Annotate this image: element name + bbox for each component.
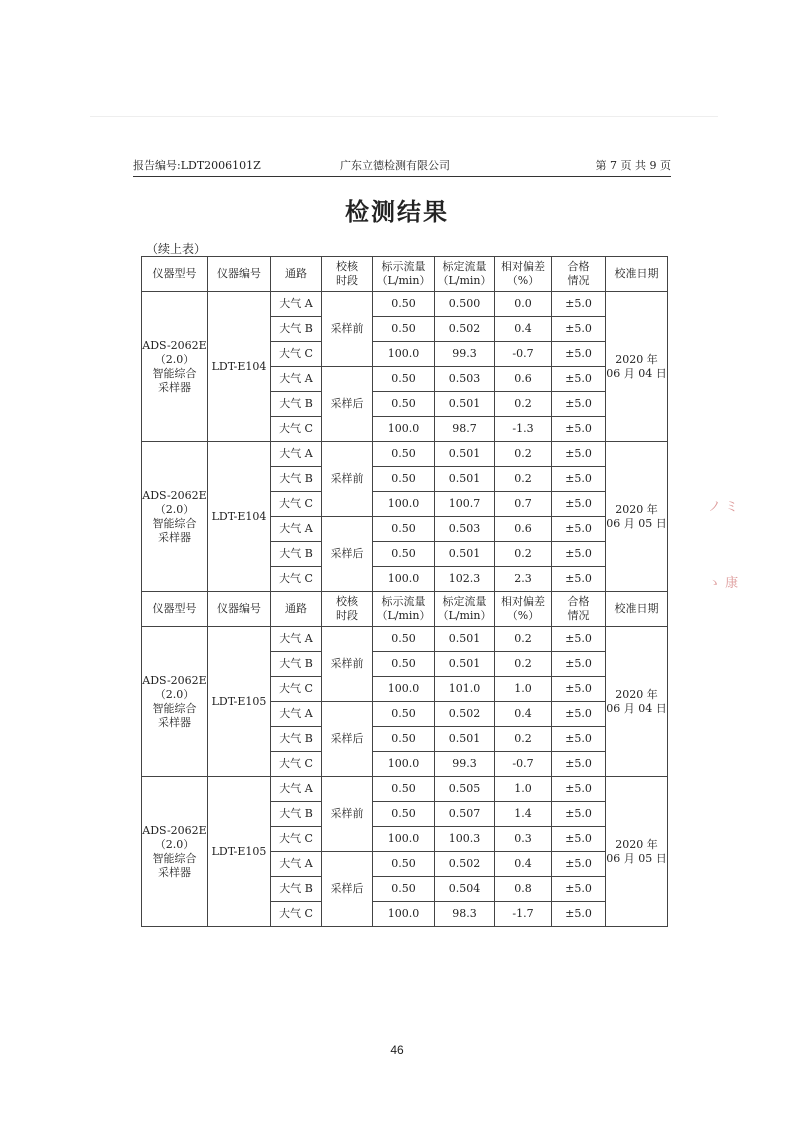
calibrated-flow-cell: 0.501 bbox=[435, 727, 495, 752]
pass-cell: ±5.0 bbox=[552, 467, 606, 492]
channel-cell: 大气 A bbox=[271, 517, 322, 542]
pass-cell: ±5.0 bbox=[552, 342, 606, 367]
calibration-table bbox=[141, 256, 668, 927]
instrument-id: LDT-E105 bbox=[208, 627, 271, 777]
channel-cell: 大气 C bbox=[271, 567, 322, 592]
channel-cell: 大气 C bbox=[271, 902, 322, 927]
channel-cell: 大气 B bbox=[271, 727, 322, 752]
deviation-cell: 0.2 bbox=[495, 467, 552, 492]
period-cell: 采样后 bbox=[322, 367, 373, 442]
calibration-date: 2020 年 06 月 05 日 bbox=[606, 777, 668, 927]
calibrated-flow-cell: 0.503 bbox=[435, 367, 495, 392]
col-date: 校准日期 bbox=[606, 592, 668, 627]
channel-cell: 大气 C bbox=[271, 492, 322, 517]
col-period: 校核 时段 bbox=[322, 257, 373, 292]
deviation-cell: 1.4 bbox=[495, 802, 552, 827]
table-header-row bbox=[142, 257, 668, 292]
rated-flow-cell: 0.50 bbox=[373, 392, 435, 417]
period-cell: 采样后 bbox=[322, 517, 373, 592]
stamp-mark: ゝ 康 bbox=[708, 576, 739, 591]
deviation-cell: 0.6 bbox=[495, 517, 552, 542]
page-title: 检测结果 bbox=[345, 198, 449, 226]
col-rated-flow: 标示流量 （L/min） bbox=[373, 592, 435, 627]
company-name: 广东立德检测有限公司 bbox=[340, 159, 450, 172]
page-header bbox=[133, 158, 671, 174]
col-calibrated-flow: 标定流量 （L/min） bbox=[435, 257, 495, 292]
channel-cell: 大气 C bbox=[271, 677, 322, 702]
channel-cell: 大气 A bbox=[271, 292, 322, 317]
deviation-cell: 0.2 bbox=[495, 392, 552, 417]
col-deviation: 相对偏差 （%） bbox=[495, 592, 552, 627]
pass-cell: ±5.0 bbox=[552, 567, 606, 592]
deviation-cell: 0.4 bbox=[495, 317, 552, 342]
deviation-cell: -1.3 bbox=[495, 417, 552, 442]
calibrated-flow-cell: 0.501 bbox=[435, 442, 495, 467]
table-header-row bbox=[142, 592, 668, 627]
pass-cell: ±5.0 bbox=[552, 727, 606, 752]
table-row bbox=[142, 292, 668, 317]
col-period: 校核 时段 bbox=[322, 592, 373, 627]
deviation-cell: -1.7 bbox=[495, 902, 552, 927]
rated-flow-cell: 0.50 bbox=[373, 727, 435, 752]
deviation-cell: 0.2 bbox=[495, 442, 552, 467]
col-rated-flow: 标示流量 （L/min） bbox=[373, 257, 435, 292]
col-calibrated-flow: 标定流量 （L/min） bbox=[435, 592, 495, 627]
calibrated-flow-cell: 0.502 bbox=[435, 852, 495, 877]
channel-cell: 大气 A bbox=[271, 627, 322, 652]
deviation-cell: 1.0 bbox=[495, 677, 552, 702]
deviation-cell: 0.7 bbox=[495, 492, 552, 517]
pass-cell: ±5.0 bbox=[552, 442, 606, 467]
calibration-date: 2020 年 06 月 05 日 bbox=[606, 442, 668, 592]
calibrated-flow-cell: 99.3 bbox=[435, 752, 495, 777]
calibrated-flow-cell: 0.501 bbox=[435, 392, 495, 417]
rated-flow-cell: 0.50 bbox=[373, 367, 435, 392]
instrument-model: ADS-2062E （2.0） 智能综合 采样器 bbox=[142, 292, 208, 442]
deviation-cell: 0.6 bbox=[495, 367, 552, 392]
rated-flow-cell: 100.0 bbox=[373, 492, 435, 517]
channel-cell: 大气 B bbox=[271, 802, 322, 827]
pass-cell: ±5.0 bbox=[552, 292, 606, 317]
pass-cell: ±5.0 bbox=[552, 777, 606, 802]
rated-flow-cell: 0.50 bbox=[373, 442, 435, 467]
deviation-cell: 0.2 bbox=[495, 652, 552, 677]
channel-cell: 大气 A bbox=[271, 852, 322, 877]
channel-cell: 大气 C bbox=[271, 417, 322, 442]
col-pass: 合格 情况 bbox=[552, 257, 606, 292]
deviation-cell: -0.7 bbox=[495, 342, 552, 367]
table-row bbox=[142, 627, 668, 652]
rated-flow-cell: 0.50 bbox=[373, 627, 435, 652]
pass-cell: ±5.0 bbox=[552, 492, 606, 517]
channel-cell: 大气 C bbox=[271, 752, 322, 777]
scan-edge-line bbox=[90, 116, 718, 117]
col-id: 仪器编号 bbox=[208, 257, 271, 292]
table-row bbox=[142, 442, 668, 467]
calibrated-flow-cell: 98.3 bbox=[435, 902, 495, 927]
rated-flow-cell: 100.0 bbox=[373, 342, 435, 367]
rated-flow-cell: 0.50 bbox=[373, 777, 435, 802]
calibrated-flow-cell: 0.501 bbox=[435, 627, 495, 652]
calibrated-flow-cell: 0.505 bbox=[435, 777, 495, 802]
col-channel: 通路 bbox=[271, 592, 322, 627]
period-cell: 采样前 bbox=[322, 627, 373, 702]
deviation-cell: 2.3 bbox=[495, 567, 552, 592]
deviation-cell: 0.4 bbox=[495, 702, 552, 727]
period-cell: 采样前 bbox=[322, 442, 373, 517]
pass-cell: ±5.0 bbox=[552, 317, 606, 342]
calibrated-flow-cell: 0.500 bbox=[435, 292, 495, 317]
deviation-cell: 0.0 bbox=[495, 292, 552, 317]
channel-cell: 大气 A bbox=[271, 777, 322, 802]
col-id: 仪器编号 bbox=[208, 592, 271, 627]
col-deviation: 相对偏差 （%） bbox=[495, 257, 552, 292]
col-model: 仪器型号 bbox=[142, 257, 208, 292]
continued-label: （续上表） bbox=[146, 242, 207, 256]
rated-flow-cell: 100.0 bbox=[373, 417, 435, 442]
deviation-cell: -0.7 bbox=[495, 752, 552, 777]
rated-flow-cell: 100.0 bbox=[373, 902, 435, 927]
deviation-cell: 0.2 bbox=[495, 627, 552, 652]
channel-cell: 大气 A bbox=[271, 442, 322, 467]
rated-flow-cell: 100.0 bbox=[373, 677, 435, 702]
rated-flow-cell: 0.50 bbox=[373, 317, 435, 342]
pass-cell: ±5.0 bbox=[552, 702, 606, 727]
rated-flow-cell: 100.0 bbox=[373, 827, 435, 852]
rated-flow-cell: 100.0 bbox=[373, 567, 435, 592]
pass-cell: ±5.0 bbox=[552, 517, 606, 542]
pass-cell: ±5.0 bbox=[552, 752, 606, 777]
col-channel: 通路 bbox=[271, 257, 322, 292]
calibrated-flow-cell: 0.501 bbox=[435, 542, 495, 567]
table-row bbox=[142, 777, 668, 802]
period-cell: 采样前 bbox=[322, 292, 373, 367]
rated-flow-cell: 0.50 bbox=[373, 467, 435, 492]
rated-flow-cell: 0.50 bbox=[373, 877, 435, 902]
pass-cell: ±5.0 bbox=[552, 542, 606, 567]
header-divider bbox=[133, 176, 671, 177]
pass-cell: ±5.0 bbox=[552, 802, 606, 827]
channel-cell: 大气 C bbox=[271, 827, 322, 852]
channel-cell: 大气 B bbox=[271, 317, 322, 342]
instrument-model: ADS-2062E （2.0） 智能综合 采样器 bbox=[142, 442, 208, 592]
rated-flow-cell: 0.50 bbox=[373, 542, 435, 567]
calibrated-flow-cell: 100.7 bbox=[435, 492, 495, 517]
channel-cell: 大气 C bbox=[271, 342, 322, 367]
col-model: 仪器型号 bbox=[142, 592, 208, 627]
page-number: 46 bbox=[390, 1043, 404, 1057]
period-cell: 采样前 bbox=[322, 777, 373, 852]
rated-flow-cell: 0.50 bbox=[373, 702, 435, 727]
report-number: 报告编号:LDT2006101Z bbox=[133, 159, 261, 172]
rated-flow-cell: 0.50 bbox=[373, 652, 435, 677]
period-cell: 采样后 bbox=[322, 702, 373, 777]
pass-cell: ±5.0 bbox=[552, 652, 606, 677]
channel-cell: 大气 B bbox=[271, 652, 322, 677]
pass-cell: ±5.0 bbox=[552, 902, 606, 927]
pass-cell: ±5.0 bbox=[552, 677, 606, 702]
channel-cell: 大气 B bbox=[271, 467, 322, 492]
calibrated-flow-cell: 0.501 bbox=[435, 467, 495, 492]
calibrated-flow-cell: 0.502 bbox=[435, 317, 495, 342]
pass-cell: ±5.0 bbox=[552, 877, 606, 902]
instrument-model: ADS-2062E （2.0） 智能综合 采样器 bbox=[142, 627, 208, 777]
pass-cell: ±5.0 bbox=[552, 367, 606, 392]
channel-cell: 大气 B bbox=[271, 392, 322, 417]
period-cell: 采样后 bbox=[322, 852, 373, 927]
calibration-date: 2020 年 06 月 04 日 bbox=[606, 627, 668, 777]
col-date: 校准日期 bbox=[606, 257, 668, 292]
rated-flow-cell: 0.50 bbox=[373, 852, 435, 877]
calibrated-flow-cell: 100.3 bbox=[435, 827, 495, 852]
deviation-cell: 0.2 bbox=[495, 727, 552, 752]
deviation-cell: 0.2 bbox=[495, 542, 552, 567]
calibrated-flow-cell: 98.7 bbox=[435, 417, 495, 442]
instrument-id: LDT-E104 bbox=[208, 442, 271, 592]
rated-flow-cell: 0.50 bbox=[373, 802, 435, 827]
calibrated-flow-cell: 0.501 bbox=[435, 652, 495, 677]
rated-flow-cell: 100.0 bbox=[373, 752, 435, 777]
rated-flow-cell: 0.50 bbox=[373, 292, 435, 317]
calibrated-flow-cell: 0.504 bbox=[435, 877, 495, 902]
instrument-id: LDT-E104 bbox=[208, 292, 271, 442]
channel-cell: 大气 B bbox=[271, 877, 322, 902]
deviation-cell: 0.4 bbox=[495, 852, 552, 877]
calibrated-flow-cell: 99.3 bbox=[435, 342, 495, 367]
rated-flow-cell: 0.50 bbox=[373, 517, 435, 542]
channel-cell: 大气 A bbox=[271, 702, 322, 727]
calibrated-flow-cell: 0.503 bbox=[435, 517, 495, 542]
stamp-mark: ノ ミ bbox=[708, 500, 739, 515]
deviation-cell: 0.3 bbox=[495, 827, 552, 852]
calibrated-flow-cell: 0.502 bbox=[435, 702, 495, 727]
pass-cell: ±5.0 bbox=[552, 827, 606, 852]
channel-cell: 大气 A bbox=[271, 367, 322, 392]
pass-cell: ±5.0 bbox=[552, 627, 606, 652]
instrument-id: LDT-E105 bbox=[208, 777, 271, 927]
deviation-cell: 0.8 bbox=[495, 877, 552, 902]
channel-cell: 大气 B bbox=[271, 542, 322, 567]
calibrated-flow-cell: 102.3 bbox=[435, 567, 495, 592]
calibrated-flow-cell: 0.507 bbox=[435, 802, 495, 827]
instrument-model: ADS-2062E （2.0） 智能综合 采样器 bbox=[142, 777, 208, 927]
pass-cell: ±5.0 bbox=[552, 392, 606, 417]
page-info: 第 7 页 共 9 页 bbox=[595, 159, 671, 172]
pass-cell: ±5.0 bbox=[552, 417, 606, 442]
pass-cell: ±5.0 bbox=[552, 852, 606, 877]
deviation-cell: 1.0 bbox=[495, 777, 552, 802]
col-pass: 合格 情况 bbox=[552, 592, 606, 627]
calibrated-flow-cell: 101.0 bbox=[435, 677, 495, 702]
calibration-date: 2020 年 06 月 04 日 bbox=[606, 292, 668, 442]
